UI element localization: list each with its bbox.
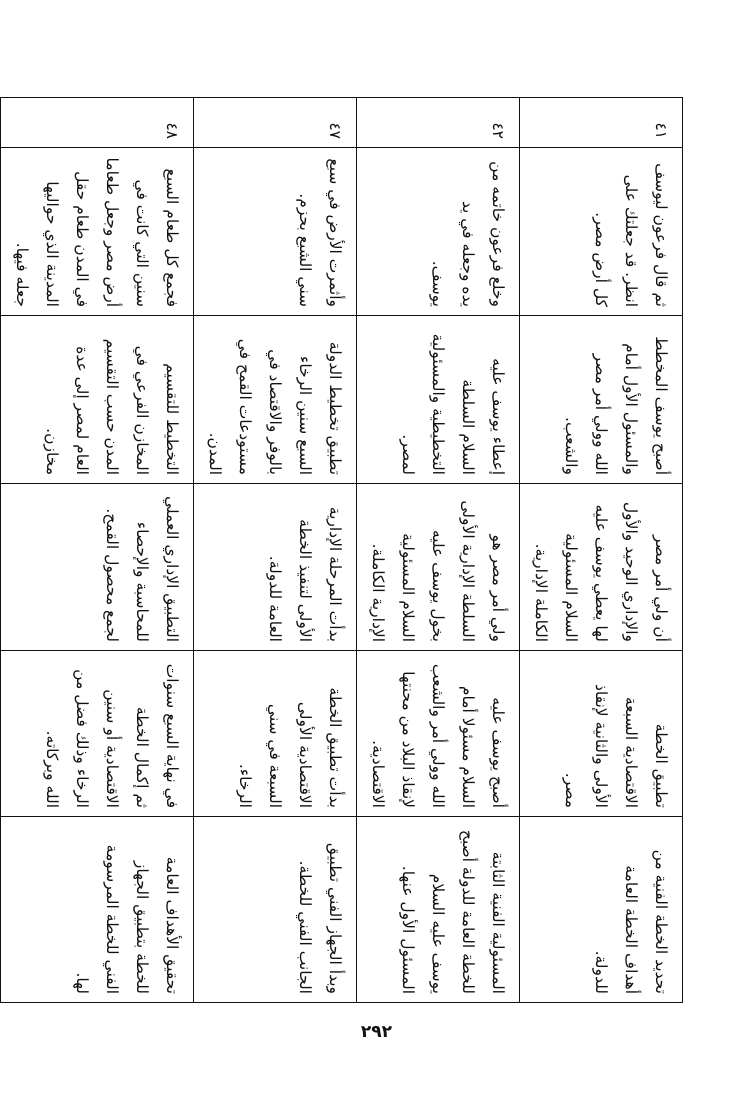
table-cell: في نهاية السبع سنوات ثم إكمال الخطة الاقتصادية أو سنين الرخاء وذلك فضل من الله وبركاته. [1,651,194,817]
table-cell: ولي أمر مصر هو السلطة الإدارية الأولى بخول يوسف عليه السلام المسئولية الإدارية الكاملة. [357,484,520,651]
table-row [194,98,357,1003]
table-cell: ثم قال فرعون ليوسف انظر. قد جعلتك على كل أرض مصر. [520,148,683,316]
table-cell: تحقيق الأهداف العامة للخطة بتطبيق الجهاز الفني للخطة المرسومة لها. [1,817,194,1003]
comparison-table [0,97,683,1003]
table-cell: أصبح يوسف المخطط والمسئول الأول أمام الله وولي أمر مصر والشعب. [520,316,683,484]
table-row [1,98,194,1003]
table-cell: التخطيط للتقسيم المخازن الفرعي في المدن حسب التقسيم العام لمصر إلى عدة مخازن. [1,316,194,484]
table-cell: تطبيق الخطة الاقتصادية السبعة الأولى والثانية لإنقاذ مصر. [520,651,683,817]
table-cell: إعطاء يوسف عليه السلام السلطة التخطيطية والمسئولية لمصر. [357,316,520,484]
table-cell: تحديد الخطة الفنية من أهداف الخطة العامة للدولة. [520,817,683,1003]
table-row [520,98,683,1003]
table-cell: أن ولي أمر مصر والإداري الوحيد والأول لها يعطي يوسف عليه السلام المسئولية الكاملة الإدارية. [520,484,683,651]
row-number: ٤١ [520,98,683,148]
table-cell: تطبيق تخطيط الدولة السبع سنين الرخاء بالوفر والاقتصاد في مستودعات القمح في المدن. [194,316,357,484]
table-cell: أصبح يوسف عليه السلام مسئولا أمام الله وولي أمر والشعب لإنقاذ البلاد من محنتها الاقتصادية. [357,651,520,817]
table-cell: بدأت المرحلة الإدارية الأولى لتنفيذ الخطة العامة للدولة. [194,484,357,651]
page-number: ٢٩٢ [360,1022,393,1042]
table-row [357,98,520,1003]
table-cell: وبدأ الجهاز الفني تطبيق الجانب الفني للخطة. [194,817,357,1003]
table-cell: بدأت تطبيق الخطة الاقتصادية الأولى السبعة في سني الرخاء. [194,651,357,817]
row-number: ٤٨ [1,98,194,148]
row-number: ٤٢ [357,98,520,148]
table-cell: وأثمرت الأرض في سبع سني الشبع بحزم. [194,148,357,316]
table-cell: المسئولية الفنية الثابتة للخطة العامة للدولة أصبح يوسف عليه السلام المسئول الأول عنها. [357,817,520,1003]
table-cell: وخلع فرعون خاتمه من يده وجعله في يد يوسف. [357,148,520,316]
table-cell: فجمع كل طعام السبع سنين التي كانت في أرض مصر وجعل طعاما في المدن طعام حقل المدينة الذي حواليها جعله فيها. [1,148,194,316]
table-cell: التطبيق الإداري العملي للمحاسبة والإحصاء لجمع محصول القمح. [1,484,194,651]
rotated-table-wrapper [13,97,683,1002]
row-number: ٤٧ [194,98,357,148]
